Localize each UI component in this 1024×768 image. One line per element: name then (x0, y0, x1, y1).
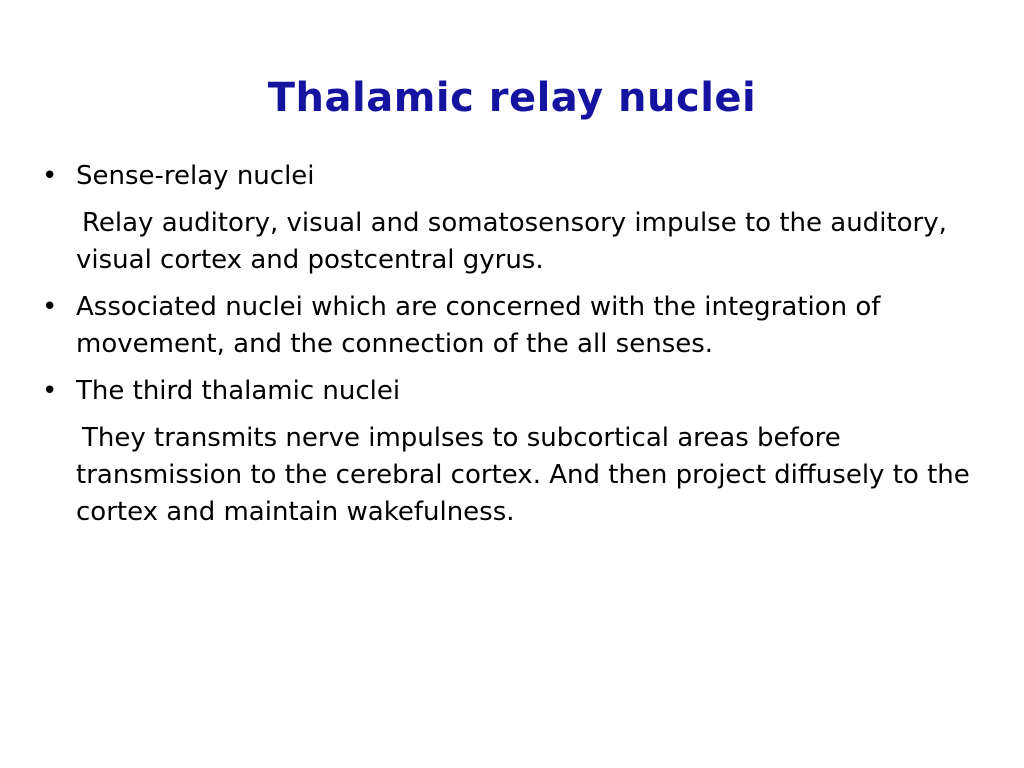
bullet-item-sense-relay (40, 158, 1010, 195)
bullet-detail-third (40, 420, 1010, 531)
detail-text: They transmits nerve impulses to subcortical areas before transmission to the cerebral cortex. And then project diffusely to the cortex and maintain wakefulness. (76, 423, 970, 527)
bullet-icon: • (42, 292, 58, 322)
bullet-detail-sense-relay (40, 205, 1010, 279)
bullet-text: The third thalamic nuclei (76, 376, 401, 406)
bullet-list (40, 158, 1010, 541)
bullet-icon: • (42, 376, 58, 406)
bullet-item-third (40, 373, 1010, 410)
slide-title: Thalamic relay nuclei (267, 75, 757, 121)
bullet-text: Sense-relay nuclei (76, 161, 315, 191)
bullet-text: Associated nuclei which are concerned with the integration of movement, and the connection of the all senses. (76, 292, 881, 359)
bullet-icon: • (42, 161, 58, 191)
bullet-item-associated (40, 289, 1010, 363)
detail-text: Relay auditory, visual and somatosensory impulse to the auditory, visual cortex and postcentral gyrus. (76, 208, 947, 275)
